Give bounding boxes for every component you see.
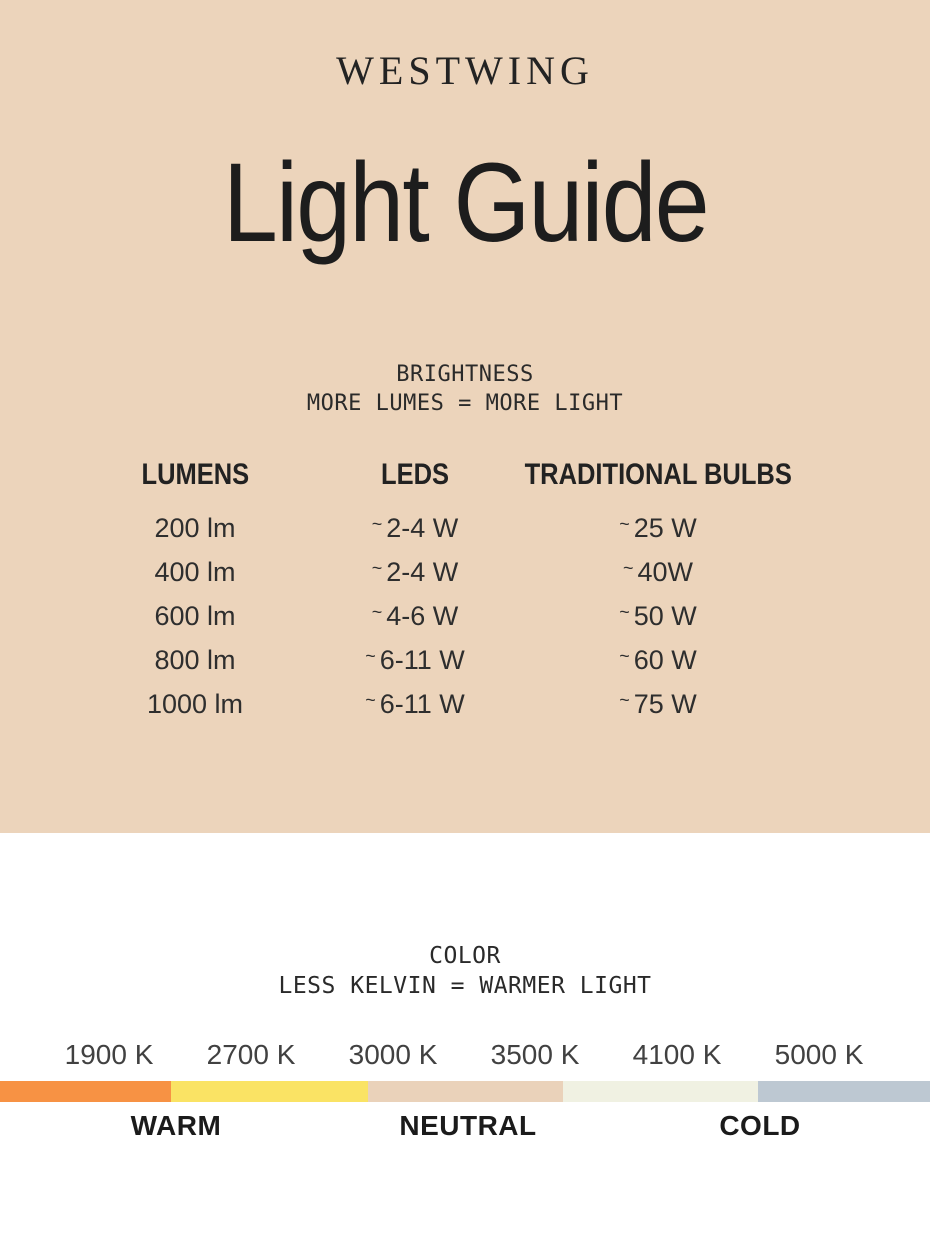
warm-yellow-segment — [171, 1081, 368, 1102]
led-wattage-value: ~ 4-6 W — [371, 600, 459, 631]
approx-symbol: ~ — [619, 513, 630, 534]
kelvin-label: 4100 K — [632, 1039, 722, 1070]
lumens-value: 200 lm — [154, 512, 236, 543]
approx-symbol: ~ — [619, 689, 630, 710]
brand-logo: WESTWING — [336, 48, 594, 93]
page-title-text: Light Guide — [222, 140, 708, 265]
temperature-label-warm: WARM — [130, 1110, 222, 1141]
led-wattage-value: ~ 2-4 W — [371, 512, 459, 543]
approx-symbol: ~ — [365, 645, 376, 666]
approx-symbol: ~ — [371, 601, 383, 622]
kelvin-label: 3500 K — [490, 1039, 580, 1070]
approx-symbol: ~ — [371, 557, 383, 578]
color-heading-block — [0, 833, 930, 1001]
lumens-value: 400 lm — [154, 556, 236, 587]
lumens-table — [60, 460, 816, 726]
lumens-table-rows — [60, 506, 816, 726]
neutral-white-segment — [563, 1081, 758, 1102]
kelvin-label: 3000 K — [348, 1039, 438, 1070]
bulb-wattage-value: ~ 60 W — [619, 644, 697, 675]
lumens-value: 600 lm — [154, 600, 236, 631]
temperature-labels — [30, 1112, 906, 1140]
color-heading: COLOR — [429, 943, 501, 969]
neutral-beige-segment — [368, 1081, 562, 1102]
approx-symbol: ~ — [619, 645, 630, 666]
bulb-wattage-value: ~ 50 W — [619, 600, 697, 631]
color-temperature-bar — [0, 1081, 930, 1102]
column-header-leds: LEDS — [380, 458, 449, 491]
led-wattage-value: ~ 6-11 W — [365, 644, 465, 675]
bulb-wattage-value: ~ 75 W — [619, 688, 697, 719]
color-section — [0, 833, 930, 1240]
kelvin-label: 2700 K — [206, 1039, 296, 1070]
lumens-table-row — [60, 594, 816, 638]
lumens-table-row — [60, 682, 816, 726]
lumens-table-header — [60, 460, 816, 490]
led-wattage-value: ~ 2-4 W — [371, 556, 459, 587]
cold-blue-segment — [758, 1081, 930, 1102]
warm-orange-segment — [0, 1081, 171, 1102]
lumens-table-row — [60, 506, 816, 550]
lumens-value: 1000 lm — [146, 688, 244, 719]
lumens-value: 800 lm — [154, 644, 236, 675]
temperature-label-cold: COLD — [719, 1110, 801, 1141]
page-title — [0, 140, 930, 265]
brightness-heading-block — [0, 360, 930, 418]
approx-symbol: ~ — [619, 601, 630, 622]
brightness-subheading: MORE LUMES = MORE LIGHT — [306, 391, 624, 416]
lumens-table-row — [60, 550, 816, 594]
bulb-wattage-value: ~ 40W — [622, 556, 694, 587]
bulb-wattage-value: ~ 25 W — [619, 512, 697, 543]
column-header-traditional-bulbs: TRADITIONAL BULBS — [524, 458, 792, 491]
brightness-heading: BRIGHTNESS — [396, 362, 534, 387]
kelvin-label: 1900 K — [64, 1039, 154, 1070]
lumens-table-row — [60, 638, 816, 682]
approx-symbol: ~ — [622, 557, 634, 578]
kelvin-label: 5000 K — [774, 1039, 864, 1070]
column-header-lumens: LUMENS — [141, 458, 249, 491]
kelvin-scale — [38, 1041, 890, 1069]
approx-symbol: ~ — [365, 689, 376, 710]
approx-symbol: ~ — [371, 513, 383, 534]
temperature-label-neutral: NEUTRAL — [399, 1110, 537, 1141]
led-wattage-value: ~ 6-11 W — [365, 688, 465, 719]
color-subheading: LESS KELVIN = WARMER LIGHT — [278, 973, 652, 999]
